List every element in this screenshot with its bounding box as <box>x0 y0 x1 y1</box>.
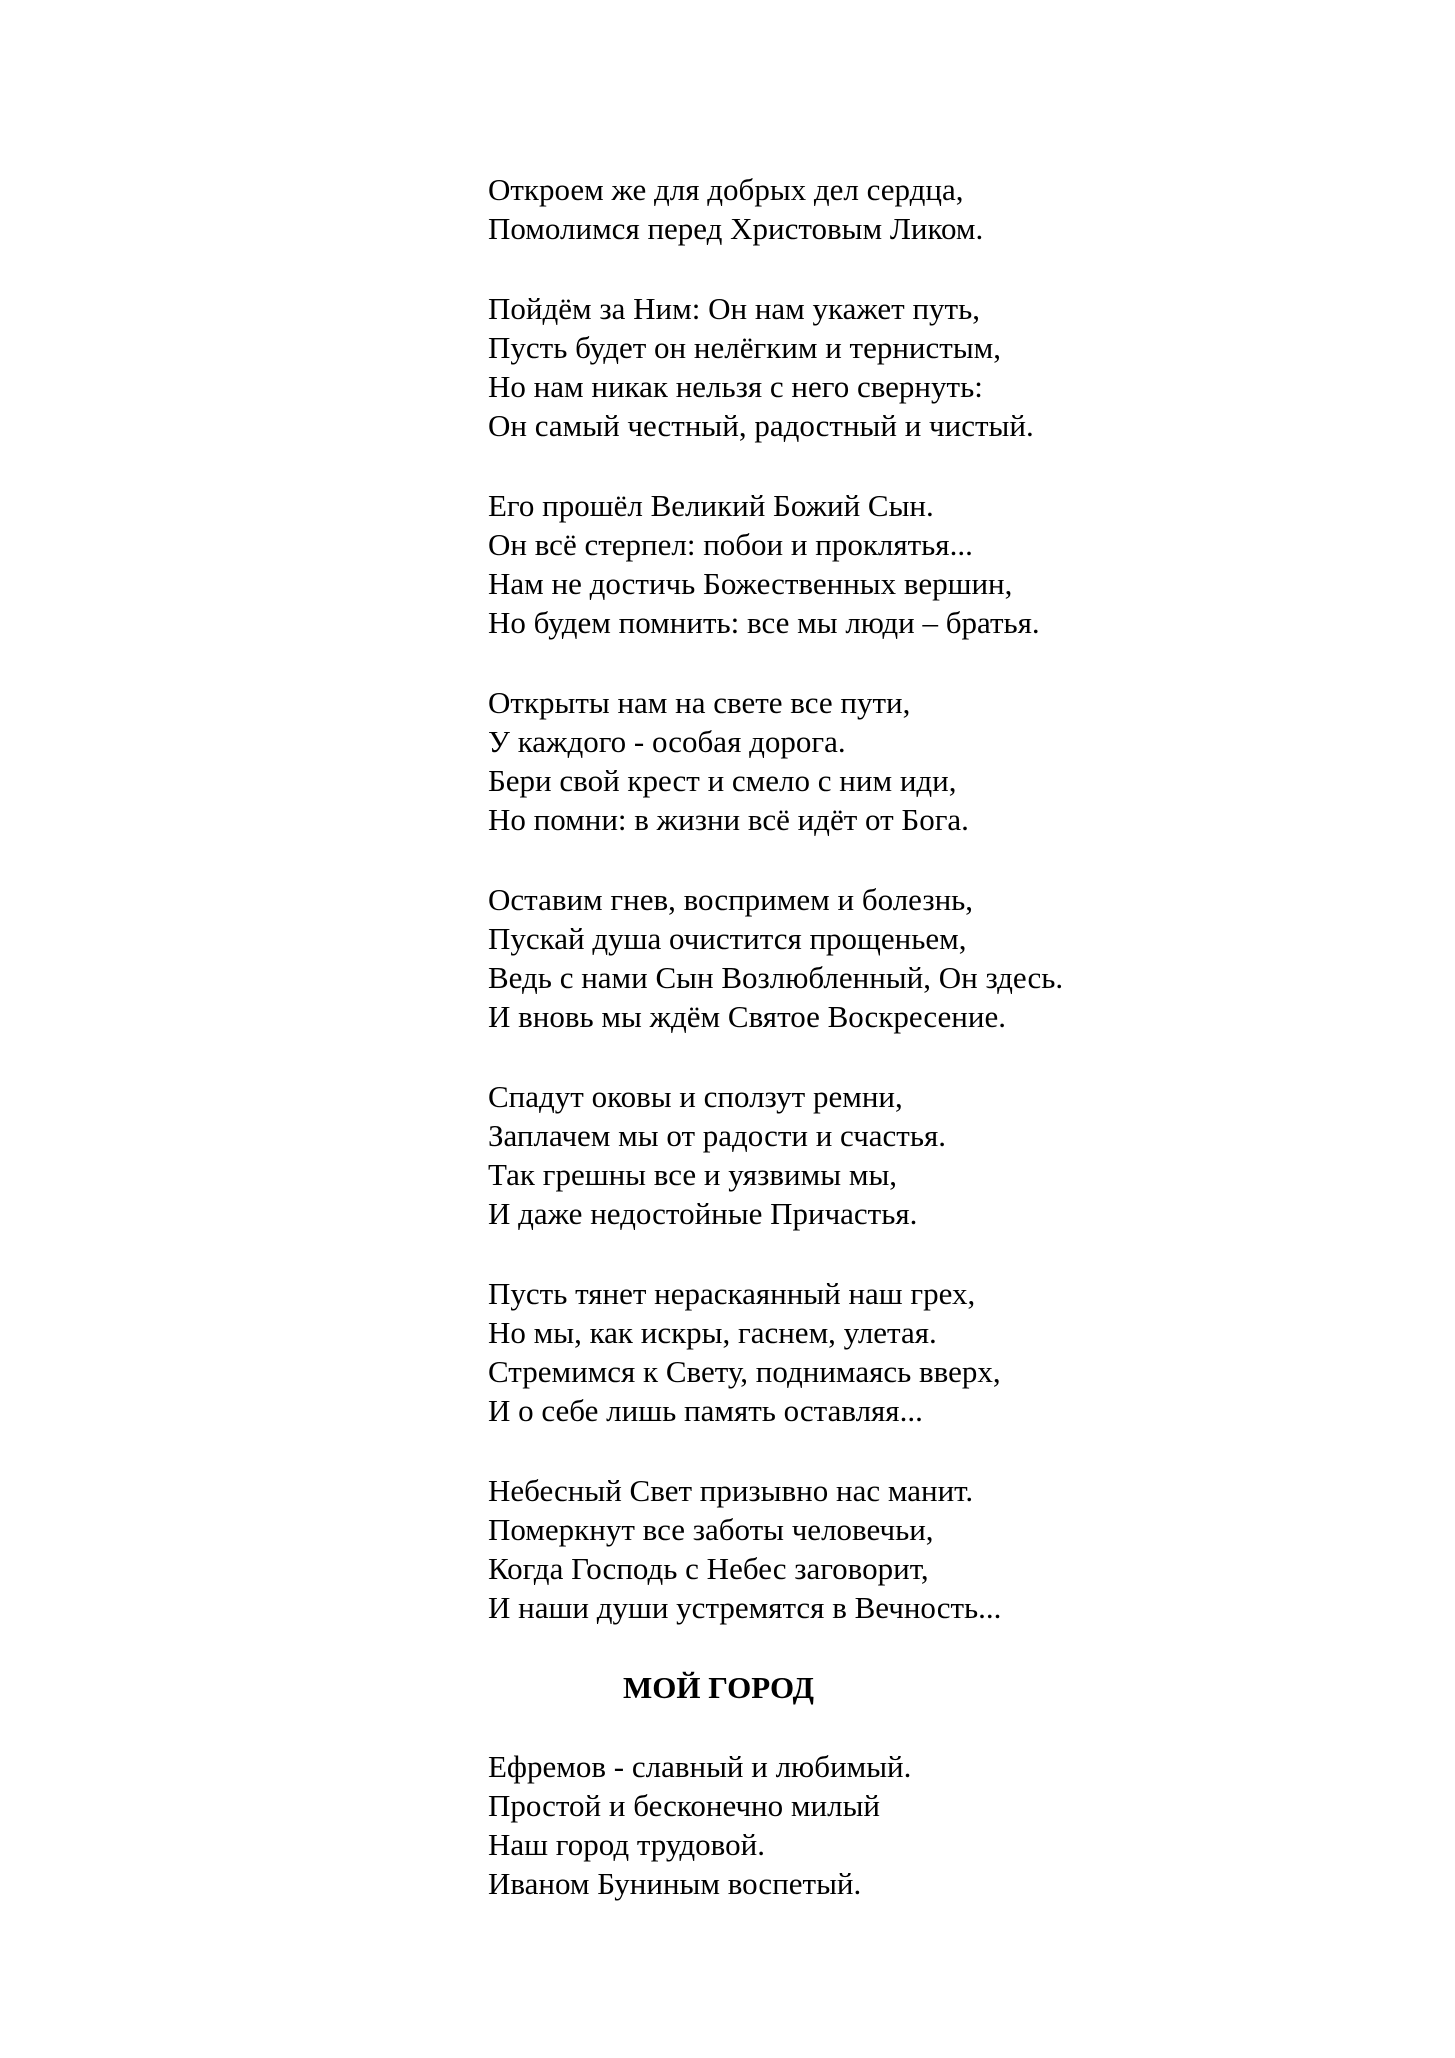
stanza <box>488 1747 1388 1903</box>
stanza <box>488 486 1388 642</box>
poem-line: У каждого - особая дорога. <box>488 724 846 759</box>
poem-line: Но помни: в жизни всё идёт от Бога. <box>488 802 969 837</box>
poem-line: Он всё стерпел: побои и проклятья... <box>488 527 973 562</box>
poem-line: Спадут оковы и сползут ремни, <box>488 1079 903 1114</box>
poem-text <box>488 170 1388 1944</box>
poem-line: И вновь мы ждём Святое Воскресение. <box>488 999 1006 1034</box>
poem-line: Оставим гнев, воспримем и болезнь, <box>488 882 974 917</box>
poem-line: Но мы, как искры, гаснем, улетая. <box>488 1315 937 1350</box>
poem-line: Пойдём за Ним: Он нам укажет путь, <box>488 291 980 326</box>
poem-line: Иваном Буниным воспетый. <box>488 1866 862 1901</box>
poem-line: Пусть тянет нераскаянный наш грех, <box>488 1276 976 1311</box>
stanza <box>488 683 1388 839</box>
poem-line: Заплачем мы от радости и счастья. <box>488 1118 946 1153</box>
poem-line: Он самый честный, радостный и чистый. <box>488 408 1034 443</box>
poem-line: Бери свой крест и смело с ним иди, <box>488 763 957 798</box>
stanza <box>488 1274 1388 1430</box>
poem-line: И даже недостойные Причастья. <box>488 1196 918 1231</box>
poem-line: Помолимся перед Христовым Ликом. <box>488 211 984 246</box>
poem-line: Но будем помнить: все мы люди – братья. <box>488 605 1040 640</box>
stanza <box>488 289 1388 445</box>
stanza <box>488 1077 1388 1233</box>
poem-line: Простой и бесконечно милый <box>488 1788 880 1823</box>
poem-line: И наши души устремятся в Вечность... <box>488 1590 1002 1625</box>
poem-line: Его прошёл Великий Божий Сын. <box>488 488 934 523</box>
poem-title: МОЙ ГОРОД <box>623 1670 814 1705</box>
poem-line: Небесный Свет призывно нас манит. <box>488 1473 974 1508</box>
poem-line: Открыты нам на свете все пути, <box>488 685 911 720</box>
poem-line: И о себе лишь память оставляя... <box>488 1393 923 1428</box>
poem-line: Пускай душа очистится прощеньем, <box>488 921 967 956</box>
poem-line: Нам не достичь Божественных вершин, <box>488 566 1013 601</box>
poem-line: Когда Господь с Небес заговорит, <box>488 1551 929 1586</box>
stanza <box>488 1471 1388 1627</box>
poem-line: Пусть будет он нелёгким и тернистым, <box>488 330 1002 365</box>
stanza <box>488 170 1388 248</box>
poem-line: Стремимся к Свету, поднимаясь вверх, <box>488 1354 1001 1389</box>
stanza <box>488 880 1388 1036</box>
poem-line: Померкнут все заботы человечьи, <box>488 1512 934 1547</box>
poem-line: Так грешны все и уязвимы мы, <box>488 1157 898 1192</box>
poem-line: Но нам никак нельзя с него свернуть: <box>488 369 983 404</box>
poem-line: Наш город трудовой. <box>488 1827 765 1862</box>
poem-line: Ведь с нами Сын Возлюбленный, Он здесь. <box>488 960 1064 995</box>
poem-line: Откроем же для добрых дел сердца, <box>488 172 964 207</box>
poem-line: Ефремов - славный и любимый. <box>488 1749 912 1784</box>
